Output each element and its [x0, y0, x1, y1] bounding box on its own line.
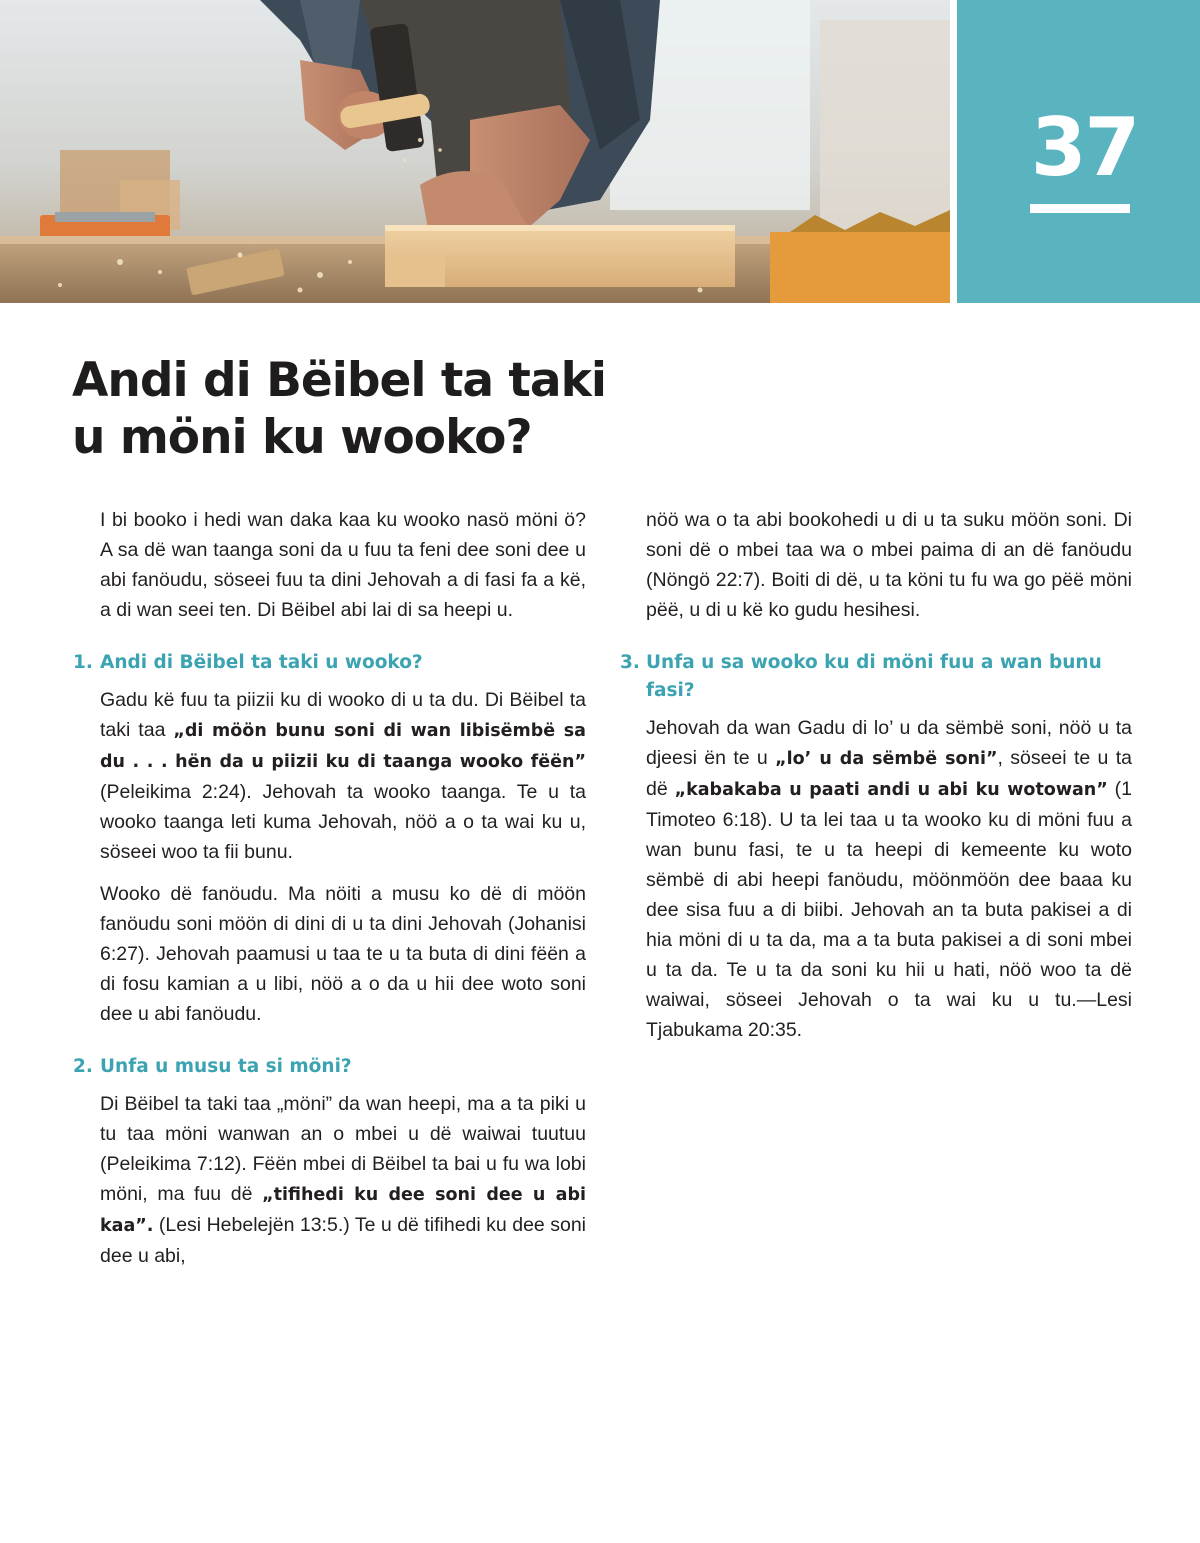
page-title: [72, 352, 632, 466]
hero-photo: [0, 0, 950, 303]
section-3-paragraph-1: [646, 713, 1132, 1045]
question-2: [73, 1053, 586, 1081]
section-1-text-continued: (Peleikima 2:24). Jehovah ta wooko taanga. Te u ta wooko taanga leti kuma Jehovah, nöö a o ta wai ku u, söseei woo ta fii bunu.: [100, 781, 586, 863]
question-2-text: Unfa u musu ta si möni?: [100, 1056, 352, 1077]
section-3-text: Jehovah da wan Gadu di lo’ u da sëmbë soni, nöö u ta djeesi ën te u: [646, 717, 1132, 769]
question-1: [73, 649, 586, 677]
question-2-number: 2.: [73, 1056, 93, 1077]
section-2-paragraph-1: [100, 1089, 586, 1271]
page-title-line-2: u möni ku wooko?: [72, 410, 532, 465]
question-3: [620, 649, 1132, 705]
question-3-text: Unfa u sa wooko ku di möni fuu a wan bunu fasi?: [646, 652, 1102, 701]
question-3-number: 3.: [620, 652, 640, 673]
section-3-bold-quote-1: „lo’ u da sëmbë soni”: [775, 749, 998, 769]
section-1-paragraph-1: [100, 685, 586, 867]
section-1-bold-quote: „di möön bunu soni di wan libisëmbë sa du . . . hën da u piizii ku di taanga wooko fëën”: [100, 721, 586, 772]
carpenter-hammer-illustration: [0, 0, 950, 303]
lesson-number-underline: [1030, 204, 1130, 213]
section-1-text: Gadu kë fuu ta piizii ku di wooko di u ta du. Di Bëibel ta taki taa: [100, 689, 586, 741]
section-2-bold-quote: „tifihedi ku dee soni dee u abi kaa”.: [100, 1185, 586, 1236]
page-title-line-1: Andi di Bëibel ta taki: [72, 353, 606, 408]
section-3-text-3: (1 Timoteo 6:18). U ta lei taa u ta wooko ku di möni fuu a wan bunu fasi, te u ta heepi di kemeente ku woto sëmbë di abi heepi fanöudu, möönmöön dee baaa ku dee sisa fuu a di biibi. Jehovah an ta buta pakisei a di hia möni di u ta da, ma a ta buta pakisei a di soni mbei u ta da. Te u ta da soni ku hii u hati, nöö woo ta dë waiwai, söseei Jehovah o ta wai ku u tu.—Lesi Tjabukama 20:35.: [646, 778, 1133, 1041]
lesson-number: 37: [1030, 101, 1139, 194]
section-2-paragraph-continued: nöö wa o ta abi bookohedi u di u ta suku möön soni. Di soni dë o mbei taa wa o mbei paima di an dë fanöudu (Nöngö 22:7). Boiti di dë, u ta köni tu fu wa go pëë möni pëë, u di u kë ko gudu hesihesi.: [646, 509, 1132, 621]
question-1-number: 1.: [73, 652, 93, 673]
section-1-paragraph-2: Wooko dë fanöudu. Ma nöiti a musu ko dë di möön fanöudu soni möön di dini di u ta dini Jehovah (Johanisi 6:27). Jehovah paamusi u taa te u ta buta di dini fëën a di fosu kamian a u libi, nöö a o da u hii dee woto soni dee u abi fanöudu.: [100, 883, 586, 1025]
right-column: [620, 505, 1133, 1057]
left-column: [73, 505, 586, 1283]
question-1-text: Andi di Bëibel ta taki u wooko?: [100, 652, 423, 673]
section-2-text: Di Bëibel ta taki taa „möni” da wan heepi, ma a ta piki u tu taa möni wanwan an o mbei u dë waiwai tuutuu (Peleikima 7:12). Fëën mbei di Bëibel ta bai u fu wa lobi möni, ma fuu dë: [100, 1093, 586, 1205]
section-3-bold-quote-2: „kabakaba u paati andi u abi ku wotowan”: [674, 780, 1108, 800]
lesson-number-badge: [957, 0, 1200, 303]
intro-paragraph: I bi booko i hedi wan daka kaa ku wooko nasö möni ö? A sa dë wan taanga soni da u fuu ta feni dee soni dee u abi fanöudu, söseei fuu ta dini Jehovah a di fasi fa a kë, a di wan seei ten. Di Bëibel abi lai di sa heepi u.: [100, 509, 586, 621]
section-2-text-continued: (Lesi Hebelejën 13:5.) Te u dë tifihedi ku dee soni dee u abi,: [100, 1214, 586, 1267]
section-3-text-2: , söseei te u ta dë: [646, 747, 1133, 800]
